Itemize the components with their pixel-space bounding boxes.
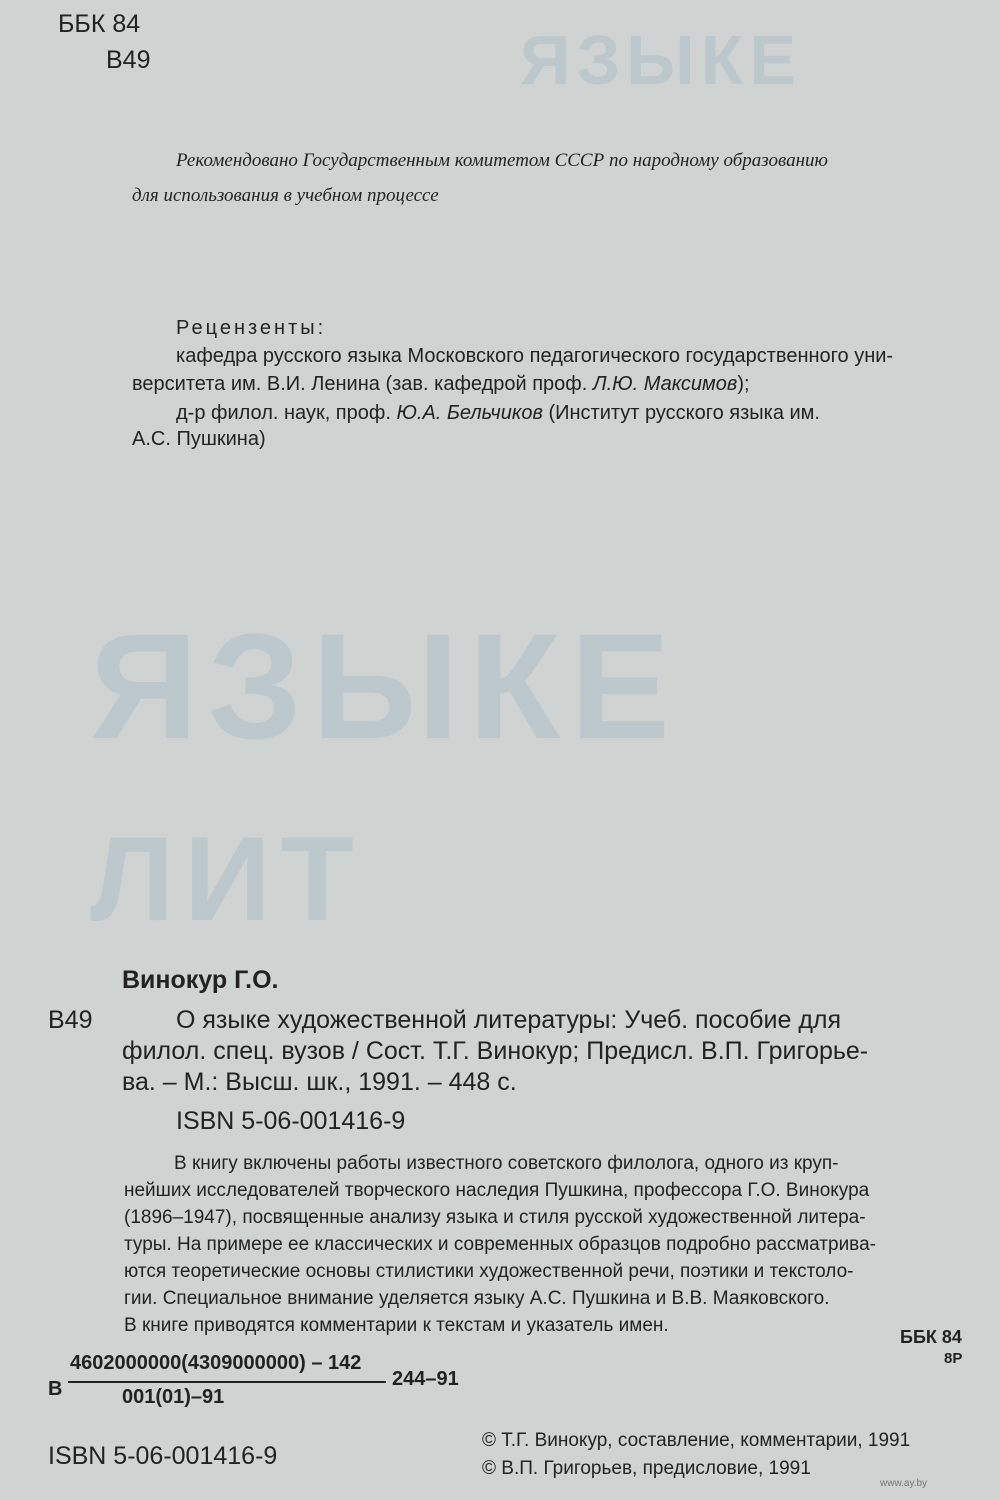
- recommendation-line-2: для использования в учебном процессе: [132, 185, 439, 206]
- bleed-through-text: ЯЗЫКЕ: [90, 602, 681, 770]
- bbk-subcode-right: 8Р: [944, 1350, 963, 1367]
- classification-suffix: 244–91: [392, 1368, 459, 1390]
- record-title-line-2: филол. спец. вузов / Сост. Т.Г. Винокур; Предисл. В.П. Григорье-: [122, 1037, 869, 1065]
- recommendation-line-1: Рекомендовано Государственным комитетом СССР по народному образованию: [176, 150, 828, 171]
- abstract-line: нейших исследователей творческого наследия Пушкина, профессора Г.О. Винокура: [124, 1180, 870, 1201]
- reviewers-line-3-suffix: (Институт русского языка им.: [542, 402, 820, 424]
- footer-isbn: ISBN 5-06-001416-9: [48, 1442, 278, 1470]
- abstract-line: ются теоретические основы стилистики художественной речи, поэтики и текстоло-: [124, 1261, 854, 1282]
- bleed-through-text: ЯЗЫКЕ: [520, 21, 803, 99]
- record-isbn: ISBN 5-06-001416-9: [176, 1107, 406, 1135]
- classification-denominator: 001(01)–91: [122, 1386, 225, 1408]
- reviewer-name: Ю.А. Бельчиков: [396, 402, 543, 424]
- abstract: [124, 1150, 964, 1339]
- reviewers-line-2-prefix: верситета им. В.И. Ленина (зав. кафедрой проф.: [132, 373, 593, 395]
- reviewers-line-3-prefix: д-р филол. наук, проф.: [176, 402, 397, 424]
- bbk-code-top: ББК 84: [58, 10, 141, 38]
- copyright-line-1: © Т.Г. Винокур, составление, комментарии, 1991: [482, 1430, 911, 1451]
- reviewers-title: Рецензенты:: [176, 317, 327, 339]
- abstract-line: туры. На примере ее классических и современных образцов подробно рассматрива-: [124, 1234, 876, 1255]
- reviewers-line-2: [132, 373, 750, 396]
- author-code-top: В49: [106, 46, 151, 74]
- abstract-line: (1896–1947), посвященные анализу языка и стиля русской художественной литера-: [124, 1207, 866, 1228]
- bleed-through-text: ЛИТ: [90, 812, 364, 946]
- reviewers-line-3: [176, 402, 820, 425]
- reviewer-name: Л.Ю. Максимов: [592, 373, 738, 395]
- record-title-line-1: О языке художественной литературы: Учеб. пособие для: [176, 1006, 842, 1034]
- record-author: Винокур Г.О.: [122, 966, 279, 994]
- classification-prefix: В: [48, 1378, 63, 1400]
- site-watermark: www.ay.by: [880, 1478, 928, 1489]
- record-code: В49: [48, 1006, 93, 1034]
- abstract-line: В книгу включены работы известного советского филолога, одного из круп-: [174, 1153, 839, 1174]
- reviewers-line-2-suffix: );: [737, 373, 750, 395]
- reviewers-line-4: А.С. Пушкина): [132, 428, 266, 450]
- reviewers-line-1: кафедра русского языка Московского педагогического государственного уни-: [176, 345, 894, 367]
- bbk-code-right: ББК 84: [900, 1327, 962, 1347]
- record-title-line-3: ва. – М.: Высш. шк., 1991. – 448 с.: [122, 1068, 517, 1096]
- classification-numerator: 4602000000(4309000000) – 142: [70, 1352, 362, 1374]
- copyright-line-2: © В.П. Григорьев, предисловие, 1991: [482, 1458, 811, 1479]
- fraction-bar: [68, 1381, 386, 1383]
- abstract-line: В книге приводятся комментарии к текстам и указатель имен.: [124, 1315, 669, 1336]
- abstract-line: гии. Специальное внимание уделяется языку А.С. Пушкина и В.В. Маяковского.: [124, 1288, 830, 1309]
